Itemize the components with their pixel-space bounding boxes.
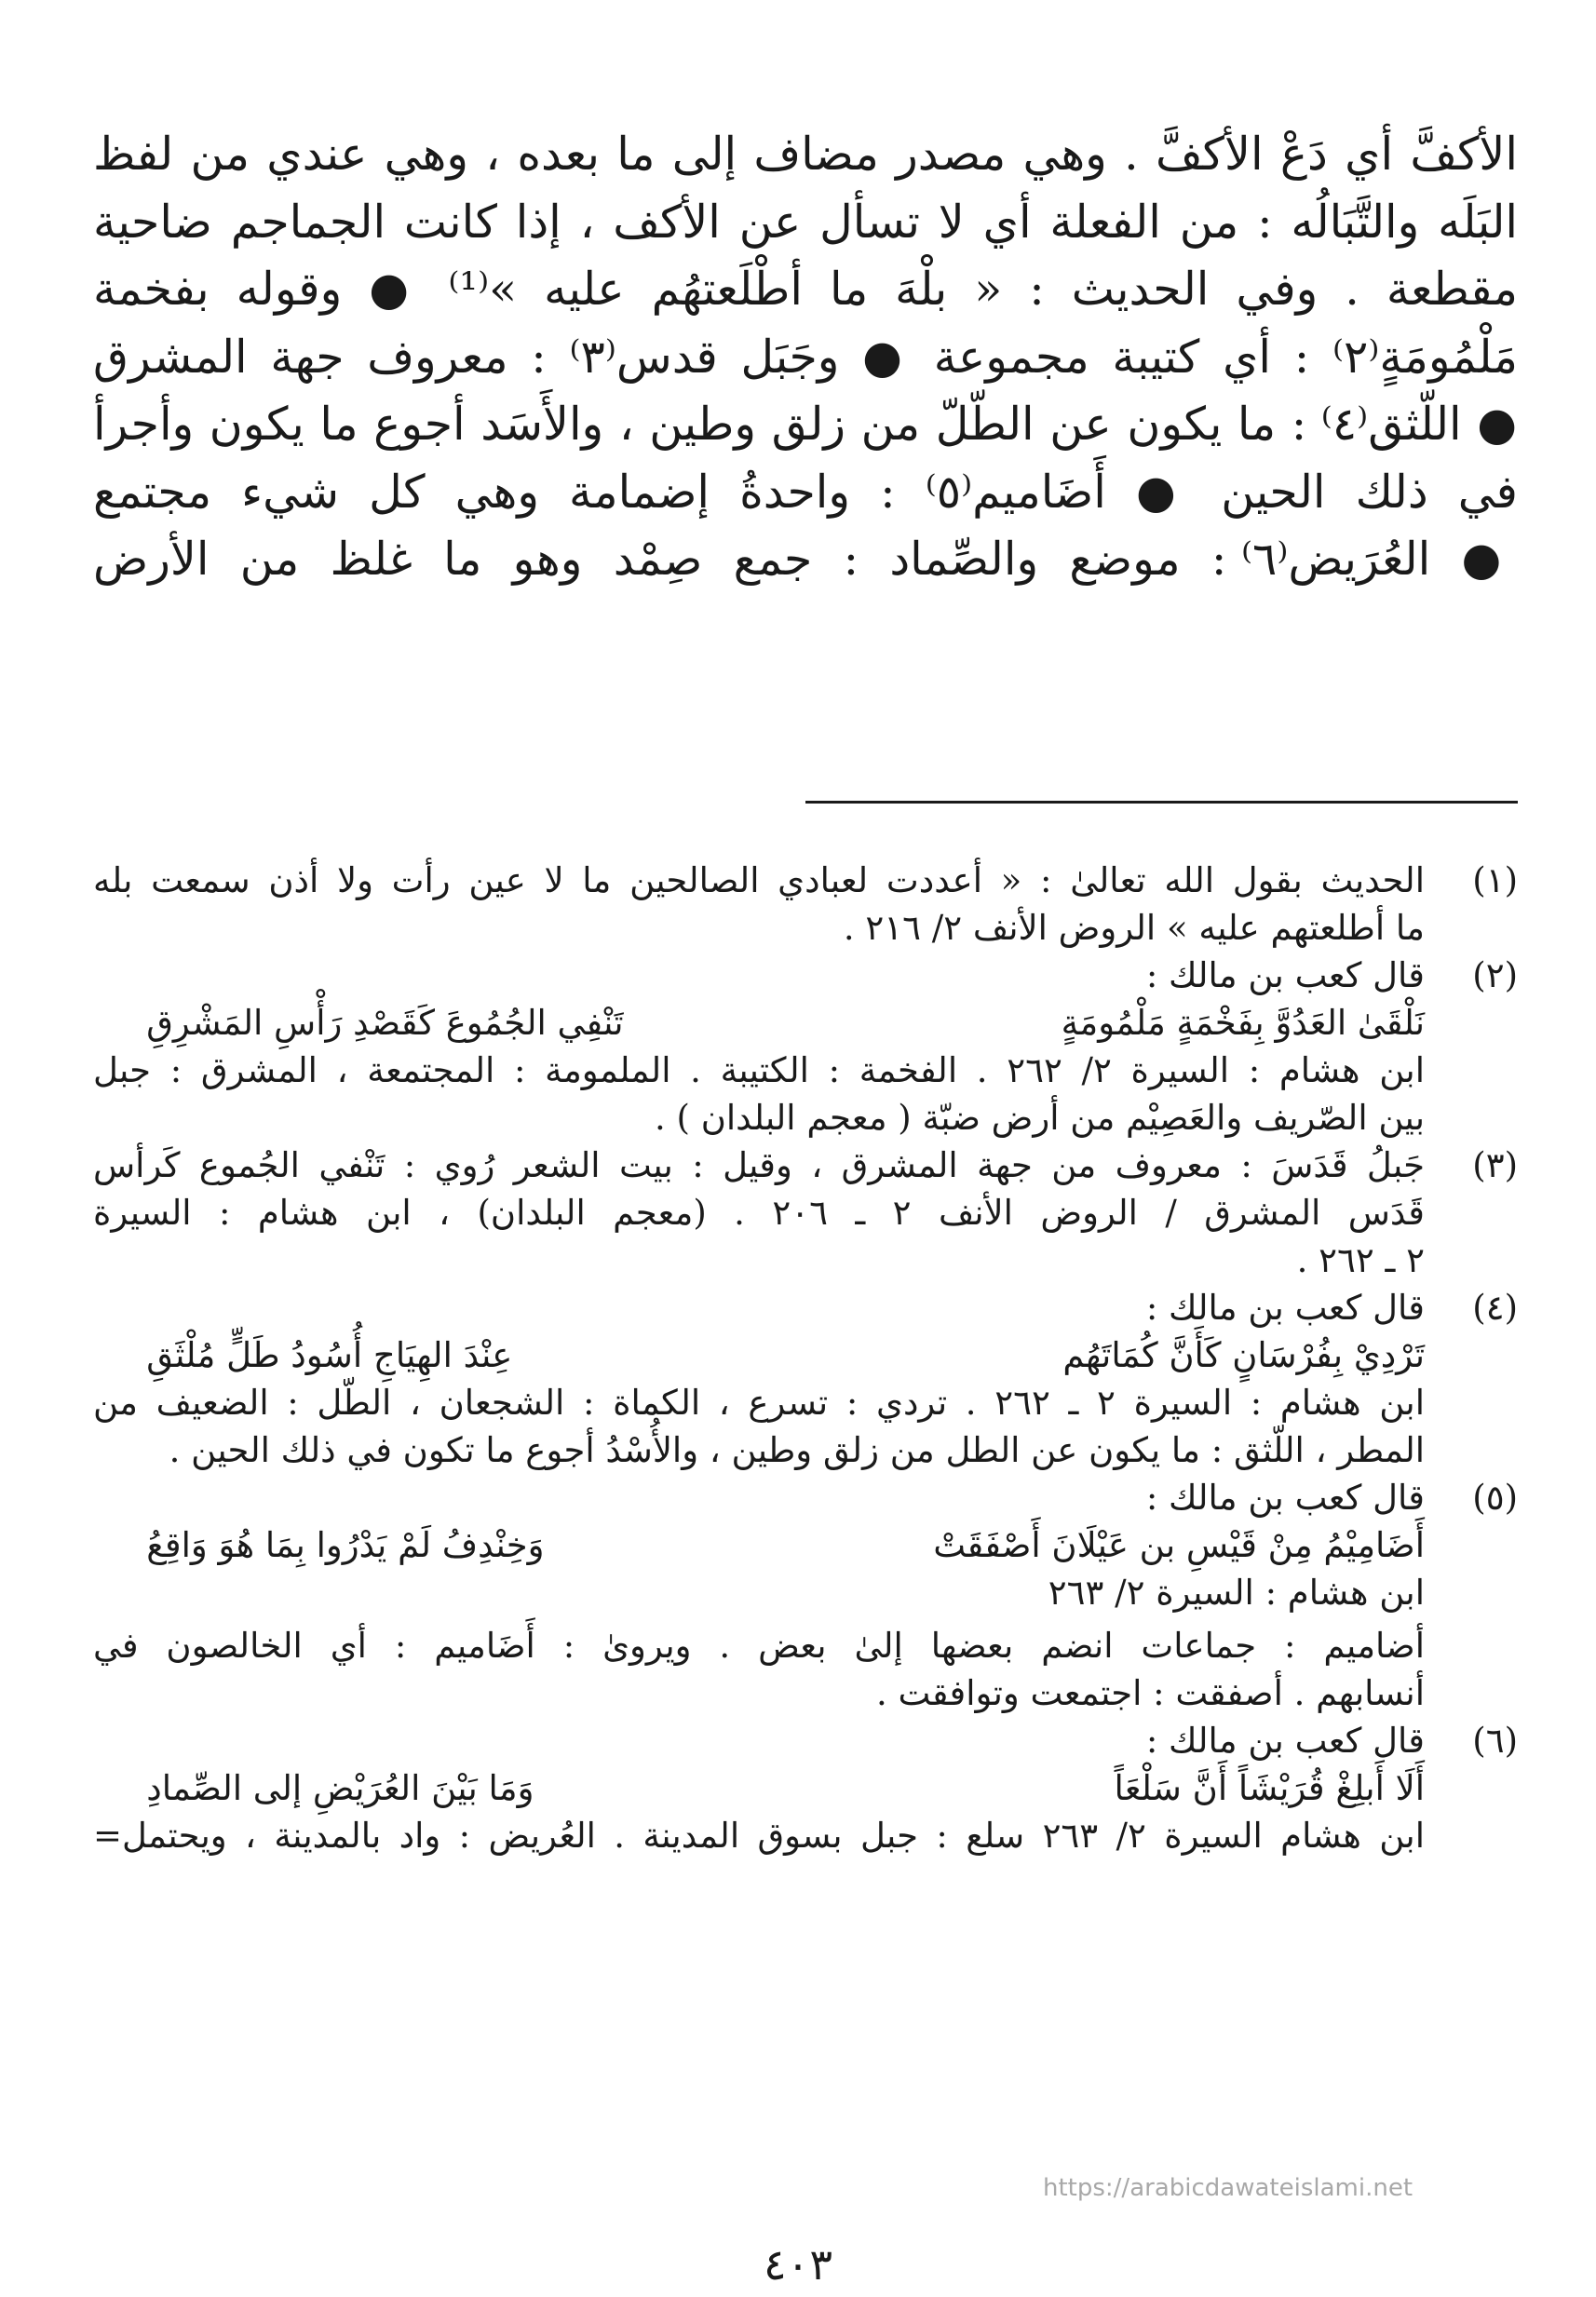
footnote-line: قال كعب بن مالك :	[1145, 955, 1425, 995]
footnote	[93, 857, 1518, 952]
footnote-line: ٢ ـ ٢٦٢ .	[1296, 1240, 1425, 1280]
footnote-line: قال كعب بن مالك :	[1145, 1288, 1425, 1328]
footnote-line: قال كعب بن مالك :	[1145, 1478, 1425, 1518]
footnote-line: قال كعب بن مالك :	[1145, 1721, 1425, 1761]
footnote-line: ابن هشام : السيرة ٢ ـ ٢٦٢ . تردي : تسرع ، الكماة : الشجعان ، الطّل : الضعيف من	[93, 1383, 1425, 1423]
footnote	[93, 1284, 1518, 1474]
main-text-line: البَلَه والتَّبَالُه : من الفعلة أي لا تسأل عن الأكف ، إذا كانت الجماجم ضاحية	[93, 195, 1518, 249]
footnote-line: المطر ، اللّثق : ما يكون عن الطل من زلق وطين ، والأُسْدُ أجوع ما تكون في ذلك الحين .	[169, 1430, 1425, 1470]
footnote-verse	[93, 1331, 1425, 1379]
footnote-number: (١)	[1472, 860, 1518, 900]
footnote-line: أنسابهم . أصفقت : اجتمعت وتوافقت .	[875, 1673, 1425, 1713]
footnote-line: ابن هشام : السيرة ٢/ ٢٦٢ . الفخمة : الكتيبة . الملمومة : المجتمعة ، المشرق : جبل	[93, 1050, 1425, 1090]
verse-hemistich: وَمَا بَيْنَ العُرَيْضِ إلى الصِّمادِ	[146, 1768, 534, 1808]
footnote	[93, 952, 1518, 1142]
footnote-line: ابن هشام السيرة ٢/ ٢٦٣ سلع : جبل بسوق المدينة . العُريض : واد بالمدينة ، ويحتمل=	[93, 1816, 1425, 1856]
footnote-number: (٢)	[1472, 955, 1518, 995]
footnote-line: قَدَس المشرق / الروض الأنف ٢ ـ ٢٠٦ . (معجم البلدان) ، ابن هشام : السيرة	[93, 1193, 1425, 1233]
footnote-number: (٤)	[1472, 1288, 1518, 1328]
verse-hemistich: أَلَا أَبلِغْ قُرَيْشَاً أَنَّ سَلْعَاً	[1114, 1768, 1425, 1808]
footnote-verse	[93, 999, 1425, 1047]
footnote	[93, 1474, 1518, 1717]
footnote-line: ما أطلعتهم عليه » الروض الأنف ٢/ ٢١٦ .	[843, 908, 1425, 948]
main-text-line: الأكفَّ أي دَعْ الأكفَّ . وهي مصدر مضاف إلى ما بعده ، وهي عندي من لفظ	[93, 128, 1518, 181]
verse-hemistich: تَرْدِيْ بِفُرْسَانٍ كَأَنَّ كُمَاتَهُم	[1062, 1335, 1425, 1375]
watermark: https://arabicdawateislami.net	[1043, 2174, 1413, 2202]
verse-hemistich: وَخِنْدِفُ لَمْ يَدْرُوا بِمَا هُوَ وَاقِعُ	[146, 1525, 545, 1565]
footnote-line: جَبلُ قَدَسَ : معروف من جهة المشرق ، وقيل : بيت الشعر رُوي : تَنْفي الجُموع كَرأس	[93, 1145, 1425, 1185]
footnote-line: ابن هشام : السيرة ٢/ ٢٦٣	[1048, 1573, 1425, 1613]
main-text-line: مَلْمُومَةٍ⁽٢⁾ : أي كتيبة مجموعة ● وجَبَل قدس⁽٣⁾ : معروف جهة المشرق	[93, 330, 1518, 384]
footnote-line: أضاميم : جماعات انضم بعضها إلىٰ بعض . ويروىٰ : أَضَاميم : أي الخالصون في	[93, 1626, 1425, 1666]
footnote-number: (٣)	[1472, 1145, 1518, 1185]
footnote-number: (٦)	[1472, 1721, 1518, 1761]
footnote-verse	[93, 1521, 1425, 1569]
verse-hemistich: عِنْدَ الهِيَاجِ أُسُودُ طَلٍّ مُلْثَقِ	[146, 1335, 513, 1375]
verse-hemistich: تَنْفِي الجُمُوعَ كَقَصْدِ رَأْسِ المَشْرِقِ	[146, 1003, 624, 1043]
footnote-verse	[93, 1764, 1425, 1812]
verse-hemistich: أَضَامِيْمُ مِنْ قَيْسِ بن عَيْلَانَ أَصْفَقَتْ	[933, 1525, 1425, 1565]
verse-hemistich: نَلْقَىٰ العَدُوَّ بِفَخْمَةٍ مَلْمُومَةٍ	[1061, 1003, 1425, 1043]
footnote-number: (٥)	[1472, 1478, 1518, 1518]
footnotes	[93, 857, 1518, 1859]
main-text-line: في ذلك الحين ● أَضَاميم⁽٥⁾ : واحدةُ إضمامة وهي كل شيء مجتمع	[93, 465, 1518, 519]
footnote	[93, 1142, 1518, 1284]
footnote-line: بين الصّريف والعَصِيْم من أرض ضبّة ( معجم البلدان ) .	[655, 1098, 1425, 1138]
main-text-line: ● اللّثق⁽٤⁾ : ما يكون عن الطّلّ من زلق وطين ، والأَسَد أجوع ما يكون وأجرأ	[93, 398, 1518, 451]
page-number: ٤٠٣	[763, 2239, 833, 2290]
main-text-line: ● العُرَيض⁽٦⁾ : موضع والصِّماد : جمع صِمْد وهو ما غلظ من الأرض	[93, 533, 1518, 586]
main-text-line: مقطعة . وفي الحديث : « بلْهَ ما أطْلَعتهُم عليه »⁽¹⁾ ● وقوله بفخمة	[93, 263, 1518, 316]
footnote	[93, 1717, 1518, 1859]
main-text	[93, 121, 1518, 594]
footnote-separator	[805, 801, 1518, 804]
footnote-line: الحديث بقول الله تعالىٰ : « أعددت لعبادي الصالحين ما لا عين رأت ولا أذن سمعت بله	[93, 860, 1425, 900]
